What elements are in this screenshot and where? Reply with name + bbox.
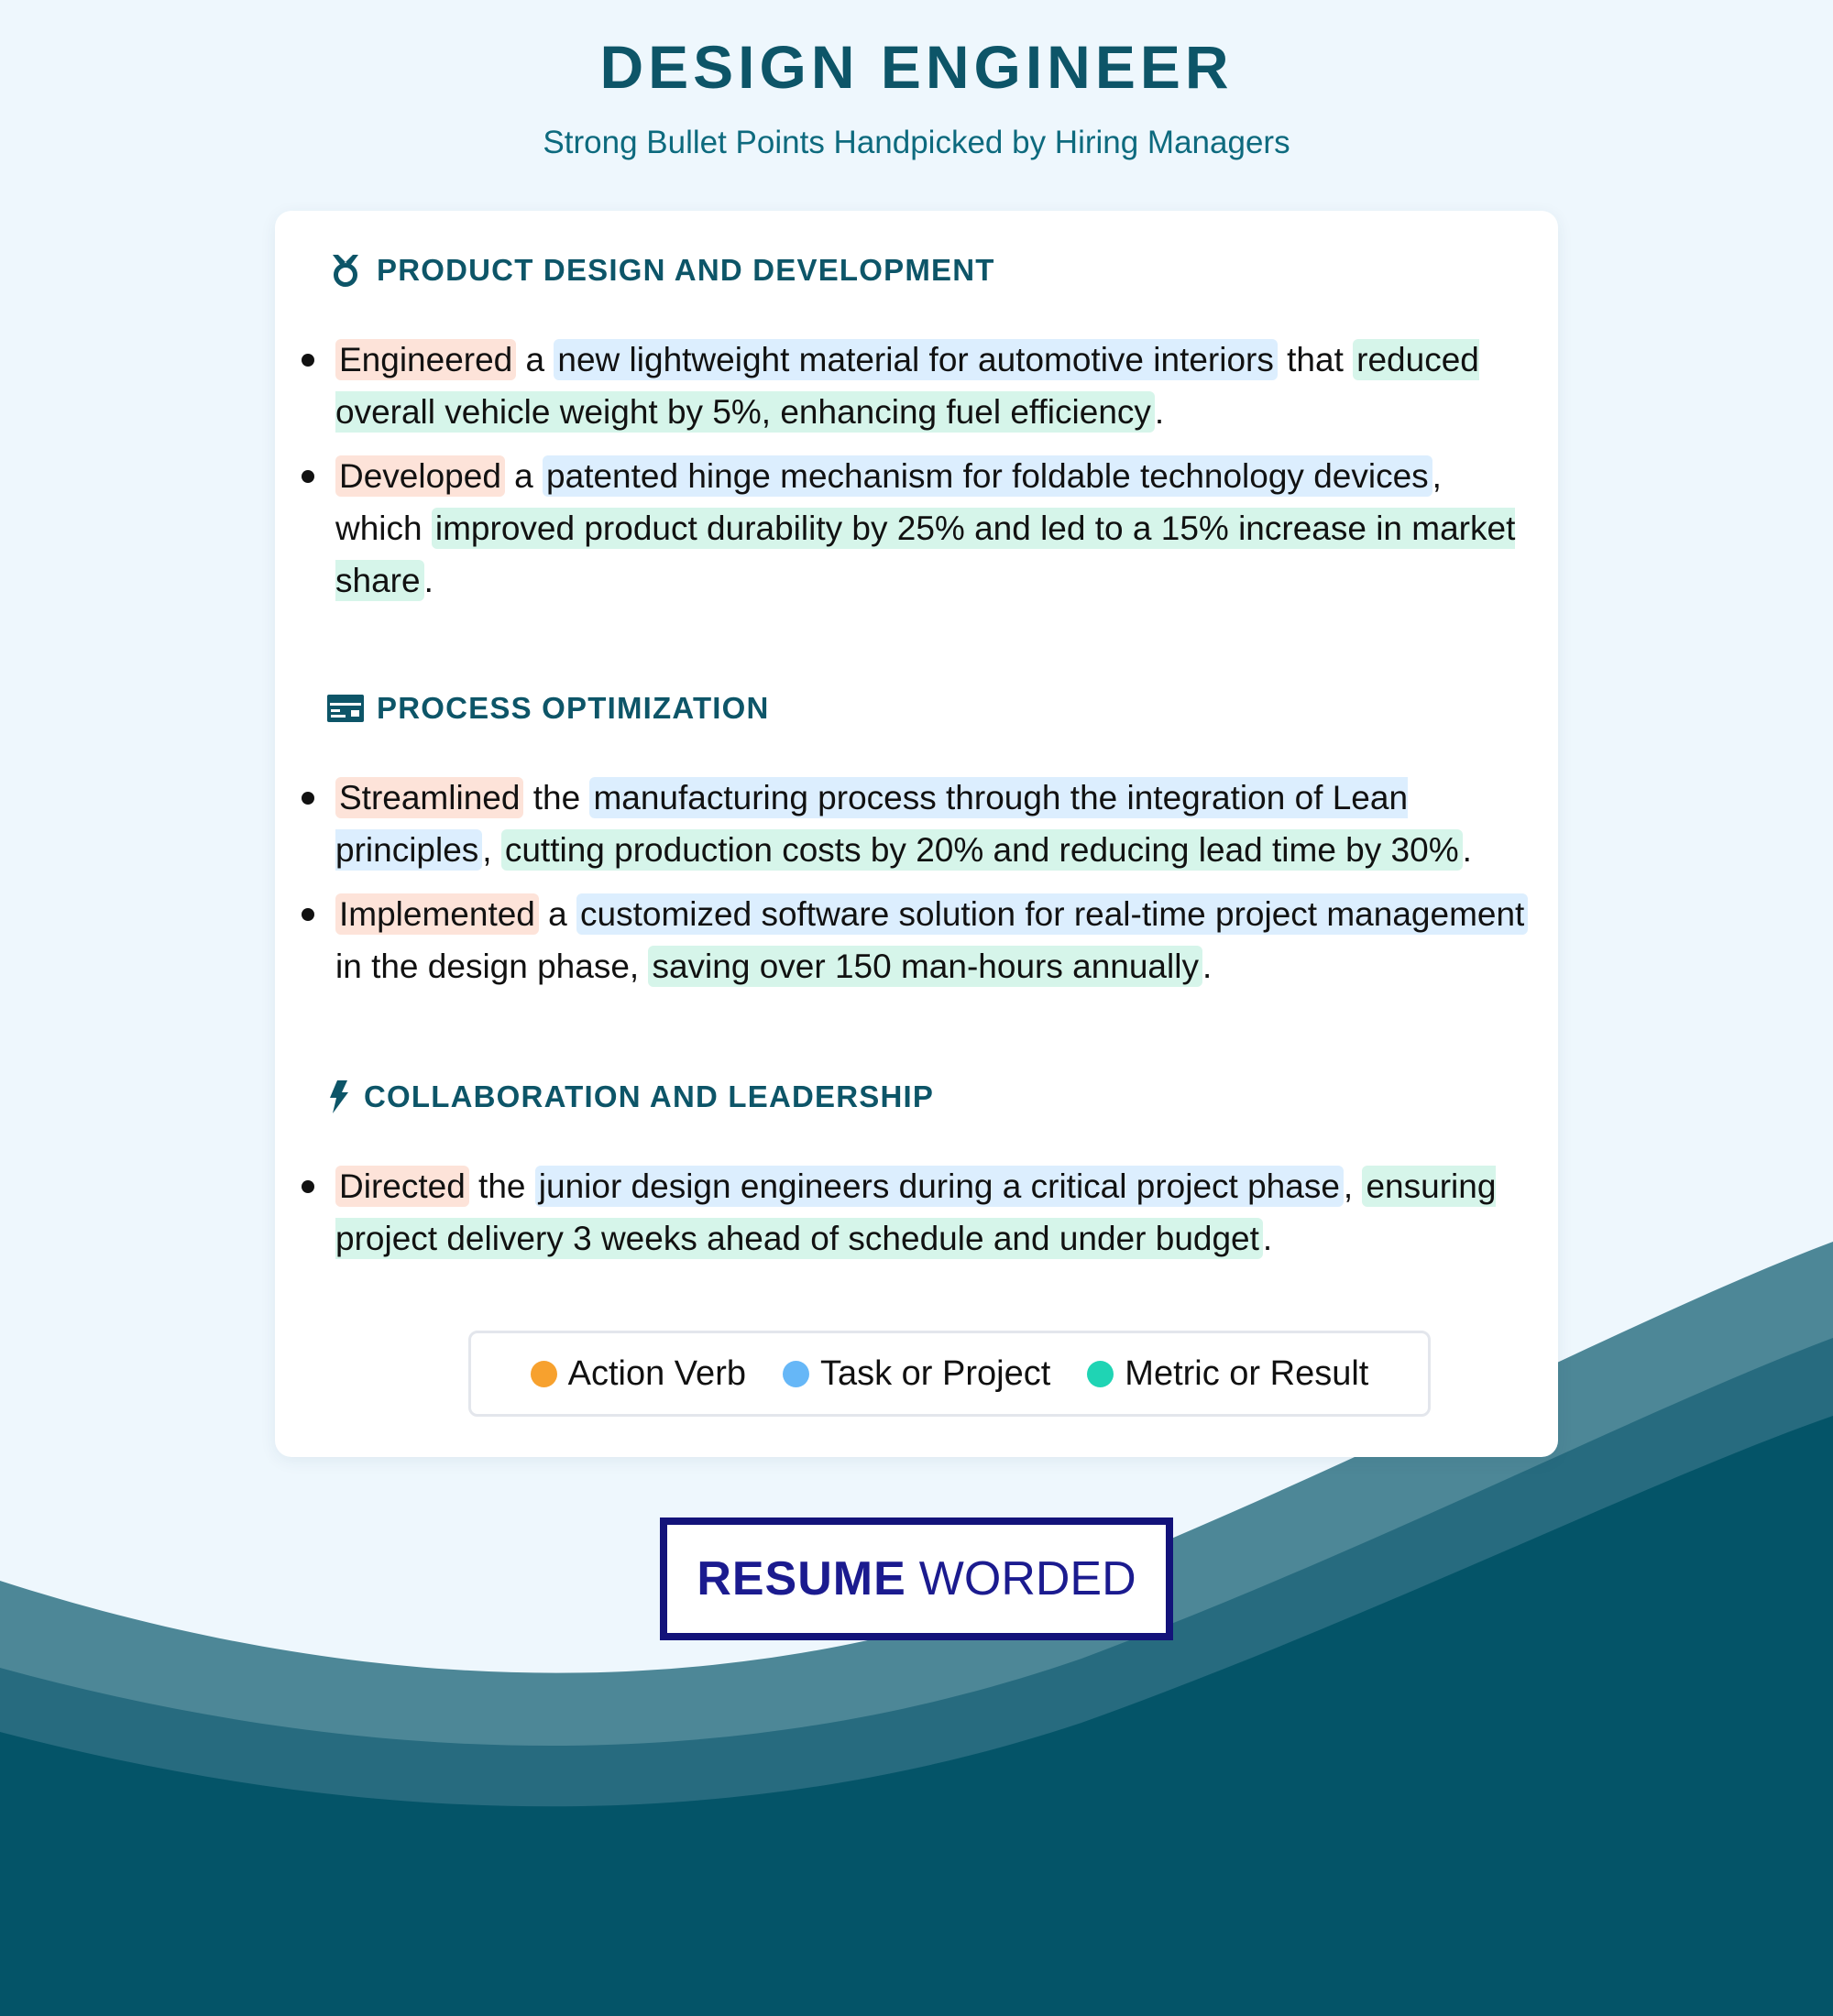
brand-name-light: WORDED [918,1552,1136,1605]
legend-item-task-or-project [783,1354,1050,1394]
plain-text: . [1462,831,1472,869]
section-heading [327,247,995,293]
page-header [0,31,1833,163]
action-verb-highlight: Directed [335,1166,469,1207]
lightning-icon [327,1077,351,1117]
plain-text: , [482,831,501,869]
plain-text: . [423,562,434,599]
metric-highlight: ensuring project delivery 3 weeks ahead of schedule and under budget [335,1167,1497,1257]
plain-text: a [504,457,543,495]
task-highlight: patented hinge mechanism for foldable technology devices [543,455,1432,497]
legend-label: Task or Project [819,1353,1051,1393]
bullet-item [275,888,1558,992]
section-heading [327,685,770,731]
metric-highlight: cutting production costs by 20% and reducing lead time by 30% [501,829,1463,871]
page-subtitle: Strong Bullet Points Handpicked by Hiring Managers [543,125,1290,160]
bullet-dot-icon [302,1180,314,1193]
blue-dot-icon [783,1361,809,1387]
legend-label: Metric or Result [1125,1353,1369,1393]
metric-highlight: saving over 150 man-hours annually [648,946,1202,987]
bullet-list [275,772,1558,1004]
action-verb-highlight: Implemented [335,893,539,935]
bullet-dot-icon [302,354,314,367]
plain-text: the [523,779,590,816]
legend-label: Action Verb [567,1353,746,1393]
brand-name-bold: RESUME [697,1552,906,1605]
action-verb-highlight: Streamlined [335,777,523,818]
plain-text: , [1343,1167,1363,1205]
legend-item-action-verb [531,1354,746,1394]
page-title: DESIGN ENGINEER [599,33,1234,101]
plain-text: a [516,341,554,378]
section-title: PRODUCT DESIGN AND DEVELOPMENT [377,253,995,287]
card-icon [327,688,364,729]
plain-text: . [1154,393,1165,431]
plain-text: , which [335,457,1442,547]
task-highlight: manufacturing process through the integration of Lean principles [335,779,1409,869]
bullet-dot-icon [302,470,314,483]
medal-icon [327,250,364,290]
action-verb-highlight: Engineered [335,339,516,380]
plain-text: in the design phase, [335,948,649,985]
plain-text: that [1277,341,1354,378]
plain-text: the [468,1167,535,1205]
orange-dot-icon [531,1361,557,1387]
task-highlight: new lightweight material for automotive interiors [554,339,1277,380]
task-highlight: customized software solution for real-time project management [576,893,1528,935]
bullet-dot-icon [302,792,314,805]
highlight-legend [468,1331,1431,1417]
action-verb-highlight: Developed [335,455,505,497]
bullet-list [275,1160,1558,1276]
plain-text: . [1202,948,1213,985]
bullet-list [275,334,1558,619]
task-highlight: junior design engineers during a critical project phase [535,1166,1344,1207]
metric-highlight: improved product durability by 25% and led to a 15% increase in market share [335,509,1516,599]
legend-item-metric-or-result [1087,1354,1368,1394]
plain-text: a [538,895,577,933]
teal-dot-icon [1087,1361,1114,1387]
plain-text: . [1262,1220,1273,1257]
bullet-item [275,334,1558,438]
section-title: PROCESS OPTIMIZATION [377,691,770,725]
section-heading [327,1074,934,1120]
bullet-item [275,772,1558,876]
bullet-points-card [275,211,1558,1457]
bullet-item [275,1160,1558,1265]
bullet-item [275,450,1558,607]
section-title: COLLABORATION AND LEADERSHIP [364,1079,935,1113]
resume-worded-logo[interactable] [660,1517,1173,1640]
bullet-dot-icon [302,908,314,921]
metric-highlight: reduced overall vehicle weight by 5%, enhancing fuel efficiency [335,341,1479,431]
